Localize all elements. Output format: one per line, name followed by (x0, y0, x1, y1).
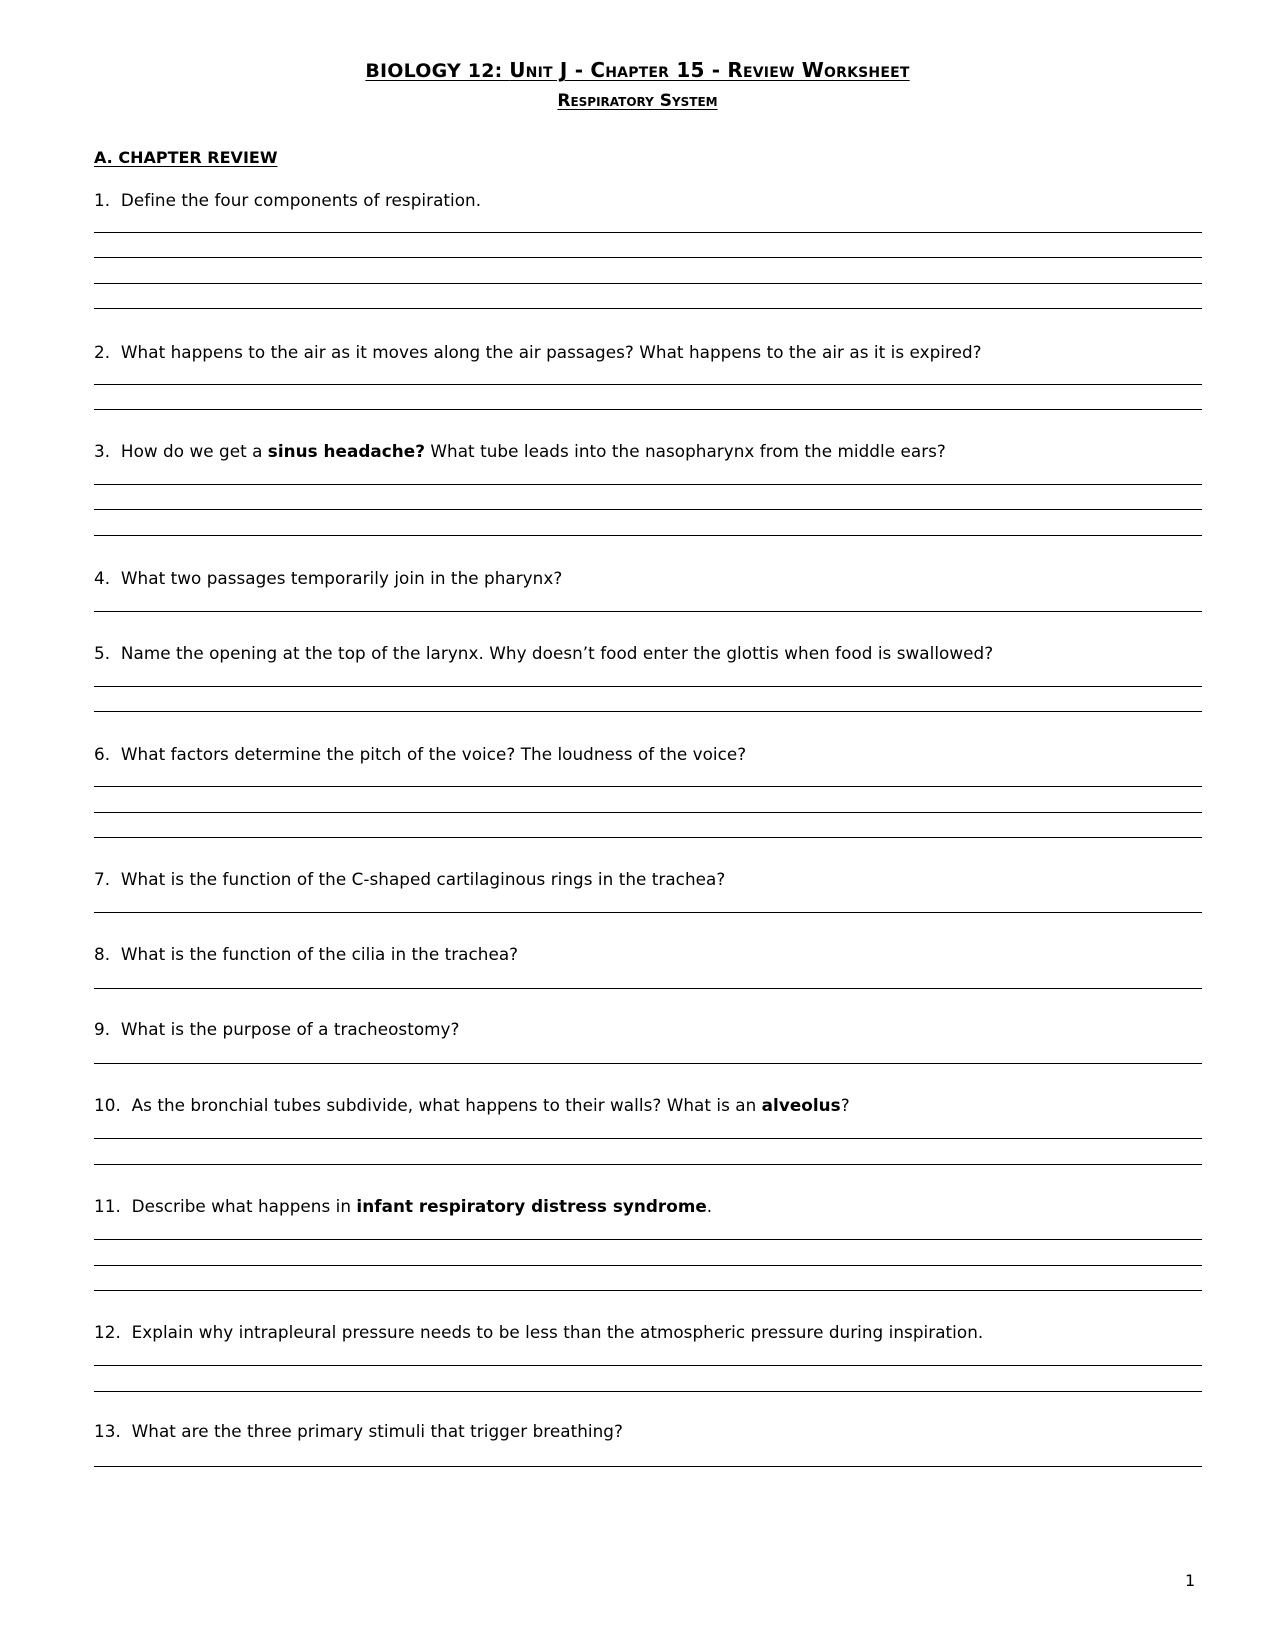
question-13: 13. What are the three primary stimuli that trigger breathing? (94, 1421, 623, 1441)
answer-line[interactable] (94, 611, 1202, 612)
answer-line[interactable] (94, 988, 1202, 989)
answer-line[interactable] (94, 232, 1202, 233)
question-4: 4. What two passages temporarily join in the pharynx? (94, 568, 563, 588)
question-8: 8. What is the function of the cilia in the trachea? (94, 944, 519, 964)
question-3: 3. How do we get a sinus headache? What tube leads into the nasopharynx from the middle ears? (94, 441, 946, 461)
question-2: 2. What happens to the air as it moves along the air passages? What happens to the air as it is expired? (94, 342, 982, 362)
answer-line[interactable] (94, 786, 1202, 787)
answer-line[interactable] (94, 384, 1202, 385)
answer-line[interactable] (94, 1365, 1202, 1366)
answer-line[interactable] (94, 837, 1202, 838)
question-11: 11. Describe what happens in infant respiratory distress syndrome. (94, 1196, 713, 1216)
answer-line[interactable] (94, 484, 1202, 485)
question-9: 9. What is the purpose of a tracheostomy? (94, 1019, 460, 1039)
answer-line[interactable] (94, 1466, 1202, 1467)
answer-line[interactable] (94, 283, 1202, 284)
answer-line[interactable] (94, 686, 1202, 687)
section-heading: A. CHAPTER REVIEW (94, 148, 278, 167)
question-1: 1. Define the four components of respiration. (94, 190, 482, 210)
answer-line[interactable] (94, 711, 1202, 712)
answer-line[interactable] (94, 1164, 1202, 1165)
worksheet-title (0, 58, 1275, 82)
question-10: 10. As the bronchial tubes subdivide, what happens to their walls? What is an alveolus? (94, 1095, 850, 1115)
question-7: 7. What is the function of the C-shaped cartilaginous rings in the trachea? (94, 869, 726, 889)
question-5: 5. Name the opening at the top of the larynx. Why doesn’t food enter the glottis when food is swallowed? (94, 643, 994, 663)
answer-line[interactable] (94, 1290, 1202, 1291)
answer-line[interactable] (94, 1063, 1202, 1064)
answer-line[interactable] (94, 257, 1202, 258)
answer-line[interactable] (94, 509, 1202, 510)
answer-line[interactable] (94, 1391, 1202, 1392)
answer-line[interactable] (94, 1138, 1202, 1139)
question-6: 6. What factors determine the pitch of the voice? The loudness of the voice? (94, 744, 747, 764)
subtitle-text: Respiratory System (557, 91, 718, 111)
worksheet-subtitle (0, 91, 1275, 111)
title-unit: Unit J - Chapter 15 - Review Worksheet (509, 58, 910, 82)
answer-line[interactable] (94, 812, 1202, 813)
answer-line[interactable] (94, 912, 1202, 913)
answer-line[interactable] (94, 1239, 1202, 1240)
answer-line[interactable] (94, 535, 1202, 536)
answer-line[interactable] (94, 308, 1202, 309)
question-12: 12. Explain why intrapleural pressure needs to be less than the atmospheric pressure during inspiration. (94, 1322, 984, 1342)
title-course: BIOLOGY 12: (365, 60, 510, 82)
answer-line[interactable] (94, 409, 1202, 410)
page-number: 1 (1185, 1571, 1196, 1590)
answer-line[interactable] (94, 1265, 1202, 1266)
